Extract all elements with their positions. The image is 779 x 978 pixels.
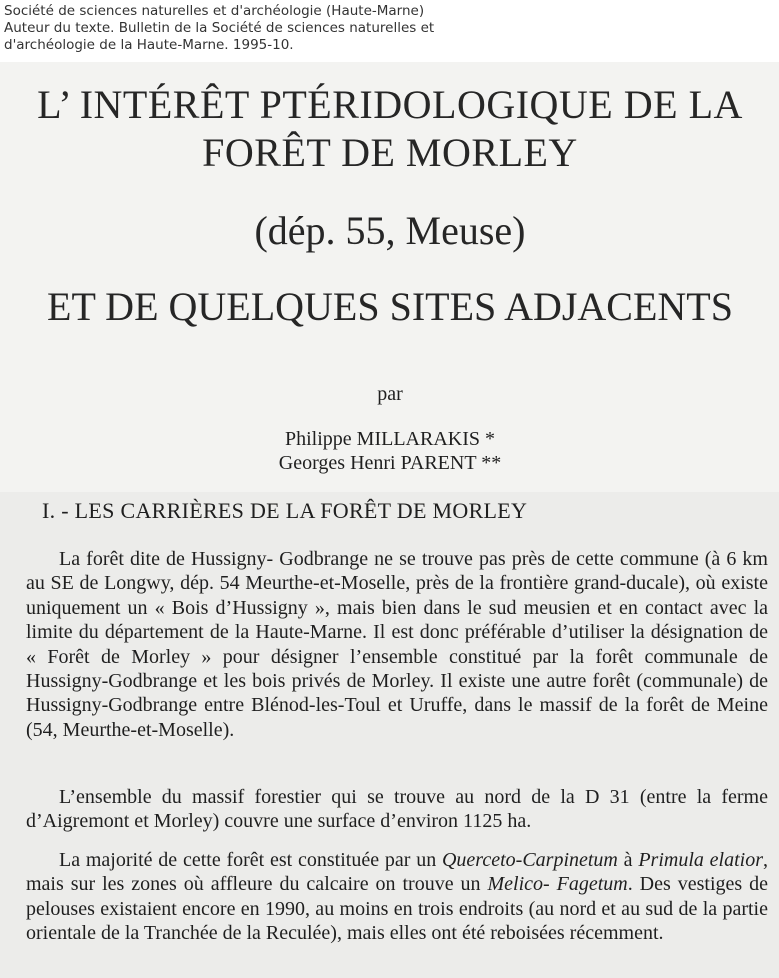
paragraph-1: La forêt dite de Hussigny- Godbrange ne se trouve pas près de cette commune (à 6 km au SE de Longwy, dép. 54 Meurthe-et-Moselle, près de la frontière grand-ducale), où existe uniquement un « Bois d’Hussigny », mais bien dans le sud meusien et en contact avec la limite du département de la Haute-Marne. Il est donc préférable d’utiliser la désignation de « Forêt de Morley » pour désigner l’ensemble constitué par la forêt communale de Hussigny-Godbrange et les bois privés de Morley. Il existe une autre forêt (communale) de Hussigny-Godbrange entre Blénod-les-Toul et Uruffe, dans le massif de la forêt de Meine (54, Meurthe-et-Moselle). [26,548,768,741]
article-subtitle: (dép. 55, Meuse) [254,208,526,253]
species-name: Querceto-Carpinetum [441,849,618,871]
article-title-line-3: ET DE QUELQUES SITES ADJACENTS [47,284,733,329]
source-line: Société de sciences naturelles et d'archéologie (Haute-Marne) [4,3,425,19]
species-name: Primula elatior [638,849,763,871]
source-citation [4,3,564,54]
paragraph-3-text: . Des vestiges de pelouses existaient encore en 1990, au moins en trois endroits (au nord et au sud de la partie orientale de la Tranchée de la Reculée), mais elles ont été reboisées récemment. [26,873,769,945]
source-line: Auteur du texte. Bulletin de la Société de sciences naturelles et [4,20,435,36]
paragraph-3-text: , mais sur les zones où affleure du calcaire on trouve un [26,849,768,896]
section-heading: I. - LES CARRIÈRES DE LA FORÊT DE MORLEY [42,498,528,523]
byline-par: par [377,383,403,405]
article-title-line-1: L’ INTÉRÊT PTÉRIDOLOGIQUE DE LA [37,82,743,127]
author-1: Philippe MILLARAKIS * [285,428,495,450]
paragraph-3-text: à [617,849,639,871]
author-2: Georges Henri PARENT ** [278,452,502,474]
species-name: Melico- Fagetum [487,873,628,896]
scanned-page [0,62,779,978]
authors [20,427,760,475]
article-title-line-2: FORÊT DE MORLEY [202,130,578,175]
paragraph-2: L’ensemble du massif forestier qui se trouve au nord de la D 31 (entre la ferme d’Aigremont et Morley) couvre une surface d’environ 1125 ha. [26,786,768,833]
paragraph-3 [26,848,768,946]
source-line: d'archéologie de la Haute-Marne. 1995-10. [4,37,294,53]
paragraph-3-text: La majorité de cette forêt est constituée par un [59,849,442,871]
